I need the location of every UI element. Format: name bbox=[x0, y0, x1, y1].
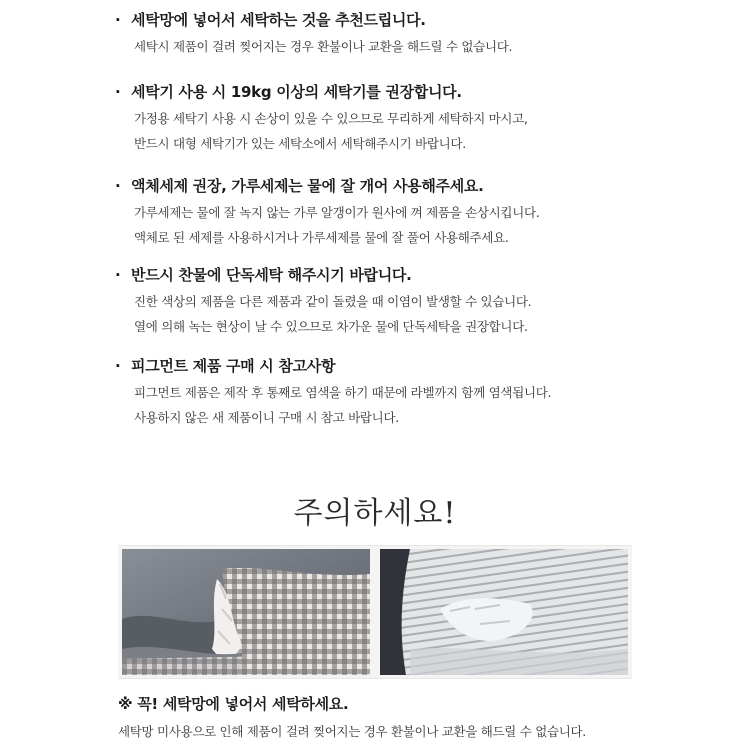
care-heading-1 bbox=[115, 9, 730, 30]
bullet: · bbox=[115, 177, 121, 195]
torn-striped-fabric-photo bbox=[380, 549, 628, 675]
care-line: 가정용 세탁기 사용 시 손상이 있을 수 있으므로 무리하게 세탁하지 마시고, bbox=[134, 111, 528, 126]
care-line: 사용하지 않은 새 제품이니 구매 시 참고 바랍니다. bbox=[134, 410, 399, 425]
heading-text: 반드시 찬물에 단독세탁 해주시기 바랍니다. bbox=[131, 266, 412, 284]
care-heading-4 bbox=[115, 264, 730, 285]
bullet: · bbox=[115, 83, 121, 101]
care-heading-2 bbox=[115, 81, 730, 102]
torn-grey-fabric-photo bbox=[122, 549, 370, 675]
caution-title: 주의하세요! bbox=[293, 496, 457, 531]
damage-photo-strip bbox=[118, 545, 632, 679]
care-line: 열에 의해 녹는 현상이 날 수 있으므로 차가운 물에 단독세탁을 권장합니다. bbox=[134, 319, 528, 334]
bullet: · bbox=[115, 357, 121, 375]
care-line: 진한 색상의 제품을 다른 제품과 같이 돌렸을 때 이염이 발생할 수 있습니다. bbox=[134, 294, 532, 309]
care-line: 피그먼트 제품은 제작 후 통째로 염색을 하기 때문에 라벨까지 함께 염색됩니다. bbox=[134, 385, 552, 400]
care-line: 세탁시 제품이 걸려 찢어지는 경우 환불이나 교환을 해드릴 수 없습니다. bbox=[134, 39, 513, 54]
heading-text: 세탁기 사용 시 19kg 이상의 세탁기를 권장합니다. bbox=[131, 83, 462, 101]
care-line: 가루세제는 물에 잘 녹지 않는 가루 알갱이가 원사에 껴 제품을 손상시킵니다. bbox=[134, 205, 540, 220]
care-heading-5 bbox=[115, 355, 730, 376]
care-section-4 bbox=[115, 264, 730, 335]
care-line: 액체로 된 세제를 사용하시거나 가루세제를 물에 잘 풀어 사용해주세요. bbox=[134, 230, 509, 245]
bullet: · bbox=[115, 266, 121, 284]
care-section-5 bbox=[115, 355, 730, 426]
heading-text: 세탁망에 넣어서 세탁하는 것을 추천드립니다. bbox=[131, 11, 426, 29]
laundry-net-note-text: 세탁망 미사용으로 인해 제품이 걸려 찢어지는 경우 환불이나 교환을 해드릴 수 없습니다. bbox=[118, 724, 586, 739]
torn-grey-fabric-image bbox=[122, 549, 370, 675]
torn-striped-fabric-image bbox=[380, 549, 628, 675]
heading-text: 액체세제 권장, 가루세제는 물에 잘 개어 사용해주세요. bbox=[131, 177, 484, 195]
care-section-1 bbox=[115, 9, 730, 55]
care-heading-3 bbox=[115, 175, 730, 196]
bullet: · bbox=[115, 11, 121, 29]
laundry-net-note-heading: ※ 꼭! 세탁망에 넣어서 세탁하세요. bbox=[118, 695, 349, 713]
care-section-2 bbox=[115, 81, 730, 152]
care-line: 반드시 대형 세탁기가 있는 세탁소에서 세탁해주시기 바랍니다. bbox=[134, 136, 466, 151]
care-section-3 bbox=[115, 175, 730, 246]
heading-text: 피그먼트 제품 구매 시 참고사항 bbox=[131, 357, 336, 375]
